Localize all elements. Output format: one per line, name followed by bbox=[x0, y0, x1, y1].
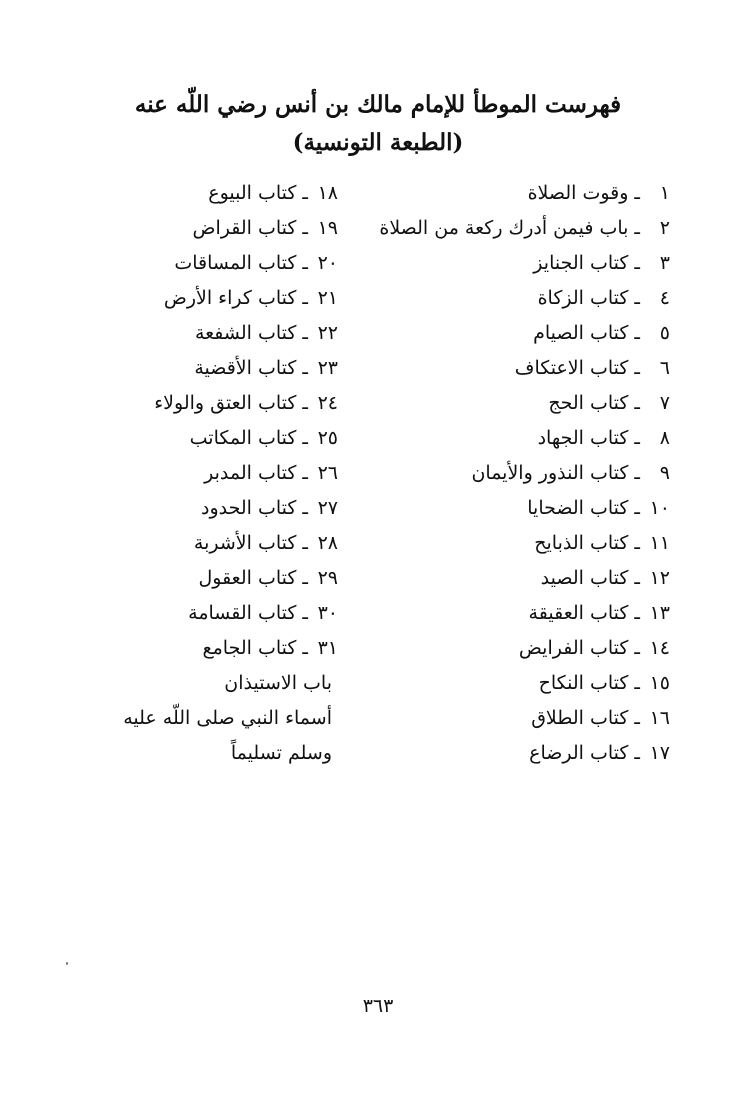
entry-dash: ـ bbox=[634, 672, 640, 694]
entry-label: كتاب القسامة bbox=[188, 602, 297, 624]
entry-number: ٢٤ bbox=[317, 392, 338, 414]
entry-dash: ـ bbox=[302, 217, 308, 239]
toc-entry bbox=[370, 421, 670, 456]
entry-dash: ـ bbox=[302, 497, 308, 519]
toc-entry bbox=[370, 666, 670, 701]
entry-dash: ـ bbox=[302, 357, 308, 379]
entry-dash: ـ bbox=[634, 182, 640, 204]
entry-dash: ـ bbox=[634, 217, 640, 239]
entry-label: كتاب العقيقة bbox=[528, 602, 629, 624]
entry-label: كتاب كراء الأرض bbox=[163, 287, 297, 309]
toc-entry bbox=[370, 281, 670, 316]
entry-number: ١٣ bbox=[649, 602, 670, 624]
toc-entry bbox=[38, 631, 338, 666]
entry-label: كتاب المدبر bbox=[204, 462, 297, 484]
entry-dash: ـ bbox=[634, 427, 640, 449]
entry-dash: ـ bbox=[634, 462, 640, 484]
entry-label: كتاب الصيد bbox=[540, 567, 629, 589]
entry-label: كتاب المساقات bbox=[174, 252, 297, 274]
entry-dash: ـ bbox=[302, 532, 308, 554]
entry-number: ١٥ bbox=[649, 672, 670, 694]
entry-label: كتاب الضحايا bbox=[527, 497, 629, 519]
entry-number: ٢٢ bbox=[317, 322, 338, 344]
toc-entry bbox=[370, 386, 670, 421]
toc-entry bbox=[370, 736, 670, 771]
entry-number: ١٦ bbox=[649, 707, 670, 729]
entry-label: كتاب الحج bbox=[548, 392, 629, 414]
entry-number: ٣ bbox=[659, 252, 670, 274]
entry-label: كتاب القراض bbox=[192, 217, 297, 239]
entry-dash: ـ bbox=[634, 532, 640, 554]
entry-dash: ـ bbox=[302, 182, 308, 204]
toc-entry bbox=[38, 491, 338, 526]
title-line-2: (الطبعة التونسية) bbox=[292, 129, 464, 156]
entry-dash: ـ bbox=[634, 707, 640, 729]
entry-label: كتاب المكاتب bbox=[189, 427, 297, 449]
entry-number: ٨ bbox=[659, 427, 670, 449]
entry-number: ٢٥ bbox=[317, 427, 338, 449]
toc-extra-entry: أسماء النبي صلى اللّه عليه bbox=[123, 707, 332, 729]
title-line-1: فهرست الموطأ للإمام مالك بن أنس رضي اللّه عنه bbox=[134, 91, 622, 118]
entry-number: ١١ bbox=[649, 532, 670, 554]
entry-label: كتاب الرضاع bbox=[529, 742, 629, 764]
entry-number: ١٧ bbox=[649, 742, 670, 764]
entry-label: باب فيمن أدرك ركعة من الصلاة bbox=[379, 217, 629, 239]
toc-entry bbox=[370, 456, 670, 491]
entry-number: ٣١ bbox=[317, 637, 338, 659]
entry-label: كتاب الزكاة bbox=[537, 287, 629, 309]
toc-left-column bbox=[38, 176, 338, 771]
toc-right-column bbox=[370, 176, 670, 771]
entry-number: ١٩ bbox=[317, 217, 338, 239]
entry-number: ٢١ bbox=[317, 287, 338, 309]
entry-number: ٥ bbox=[659, 322, 670, 344]
entry-dash: ـ bbox=[634, 567, 640, 589]
entry-label: كتاب الأقضية bbox=[194, 357, 297, 379]
toc-entry bbox=[38, 456, 338, 491]
entry-dash: ـ bbox=[302, 637, 308, 659]
entry-dash: ـ bbox=[302, 392, 308, 414]
entry-label: كتاب العتق والولاء bbox=[154, 392, 297, 414]
toc-entry bbox=[370, 526, 670, 561]
toc-entry bbox=[38, 316, 338, 351]
toc-entry bbox=[370, 351, 670, 386]
entry-number: ٣٠ bbox=[317, 602, 338, 624]
entry-number: ٩ bbox=[659, 462, 670, 484]
entry-label: كتاب العقول bbox=[198, 567, 297, 589]
entry-number: ١٤ bbox=[649, 637, 670, 659]
entry-number: ٢٦ bbox=[317, 462, 338, 484]
entry-label: وقوت الصلاة bbox=[527, 182, 629, 204]
toc-entry bbox=[370, 316, 670, 351]
entry-dash: ـ bbox=[634, 637, 640, 659]
entry-label: كتاب الجامع bbox=[202, 637, 297, 659]
toc-entry bbox=[38, 596, 338, 631]
entry-number: ٢٧ bbox=[317, 497, 338, 519]
entry-label: كتاب الحدود bbox=[200, 497, 297, 519]
entry-dash: ـ bbox=[634, 392, 640, 414]
entry-label: كتاب الأشربة bbox=[193, 532, 297, 554]
entry-label: كتاب الاعتكاف bbox=[514, 357, 629, 379]
entry-dash: ـ bbox=[634, 357, 640, 379]
toc-entry bbox=[370, 701, 670, 736]
toc-entry bbox=[370, 211, 670, 246]
entry-dash: ـ bbox=[634, 252, 640, 274]
entry-number: ٦ bbox=[659, 357, 670, 379]
toc-entry bbox=[38, 386, 338, 421]
entry-number: ٧ bbox=[659, 392, 670, 414]
toc-entry bbox=[38, 281, 338, 316]
entry-number: ١٨ bbox=[317, 182, 338, 204]
toc-entry bbox=[38, 176, 338, 211]
entry-dash: ـ bbox=[302, 322, 308, 344]
entry-dash: ـ bbox=[634, 602, 640, 624]
entry-label: كتاب الذبايح bbox=[534, 532, 629, 554]
entry-label: كتاب الصيام bbox=[533, 322, 629, 344]
entry-dash: ـ bbox=[302, 252, 308, 274]
entry-number: ٢٣ bbox=[317, 357, 338, 379]
entry-dash: ـ bbox=[634, 497, 640, 519]
entry-dash: ـ bbox=[302, 287, 308, 309]
toc-extra-entry: باب الاستيذان bbox=[224, 672, 332, 694]
toc-entry bbox=[38, 211, 338, 246]
toc-entry bbox=[370, 176, 670, 211]
entry-dash: ـ bbox=[302, 427, 308, 449]
entry-number: ١ bbox=[659, 182, 670, 204]
entry-dash: ـ bbox=[302, 602, 308, 624]
entry-label: كتاب البيوع bbox=[208, 182, 297, 204]
entry-dash: ـ bbox=[634, 742, 640, 764]
page-number: ٣٦٣ bbox=[362, 995, 394, 1017]
toc-entry bbox=[38, 526, 338, 561]
page-title bbox=[0, 86, 756, 162]
entry-number: ٢٠ bbox=[317, 252, 338, 274]
toc-entry bbox=[370, 561, 670, 596]
scan-speck bbox=[66, 962, 68, 965]
entry-label: كتاب النذور والأيمان bbox=[471, 462, 629, 484]
entry-number: ٢٨ bbox=[317, 532, 338, 554]
entry-number: ٢٩ bbox=[317, 567, 338, 589]
toc-entry bbox=[38, 421, 338, 456]
entry-number: ١٢ bbox=[649, 567, 670, 589]
toc-entry bbox=[38, 561, 338, 596]
entry-label: كتاب الجهاد bbox=[537, 427, 629, 449]
toc-entry bbox=[370, 246, 670, 281]
entry-number: ٤ bbox=[659, 287, 670, 309]
entry-label: كتاب الشفعة bbox=[194, 322, 297, 344]
toc-entry bbox=[38, 246, 338, 281]
toc-entry bbox=[38, 351, 338, 386]
toc-entry bbox=[370, 631, 670, 666]
toc-extra-entry: وسلم تسليماً bbox=[230, 742, 332, 764]
entry-dash: ـ bbox=[634, 287, 640, 309]
toc-entry bbox=[370, 596, 670, 631]
entry-label: كتاب النكاح bbox=[538, 672, 629, 694]
entry-dash: ـ bbox=[634, 322, 640, 344]
entry-number: ١٠ bbox=[649, 497, 670, 519]
toc-entry bbox=[370, 491, 670, 526]
entry-number: ٢ bbox=[659, 217, 670, 239]
entry-dash: ـ bbox=[302, 462, 308, 484]
entry-label: كتاب الطلاق bbox=[531, 707, 629, 729]
entry-dash: ـ bbox=[302, 567, 308, 589]
entry-label: كتاب الفرايض bbox=[518, 637, 629, 659]
entry-label: كتاب الجنايز bbox=[533, 252, 629, 274]
